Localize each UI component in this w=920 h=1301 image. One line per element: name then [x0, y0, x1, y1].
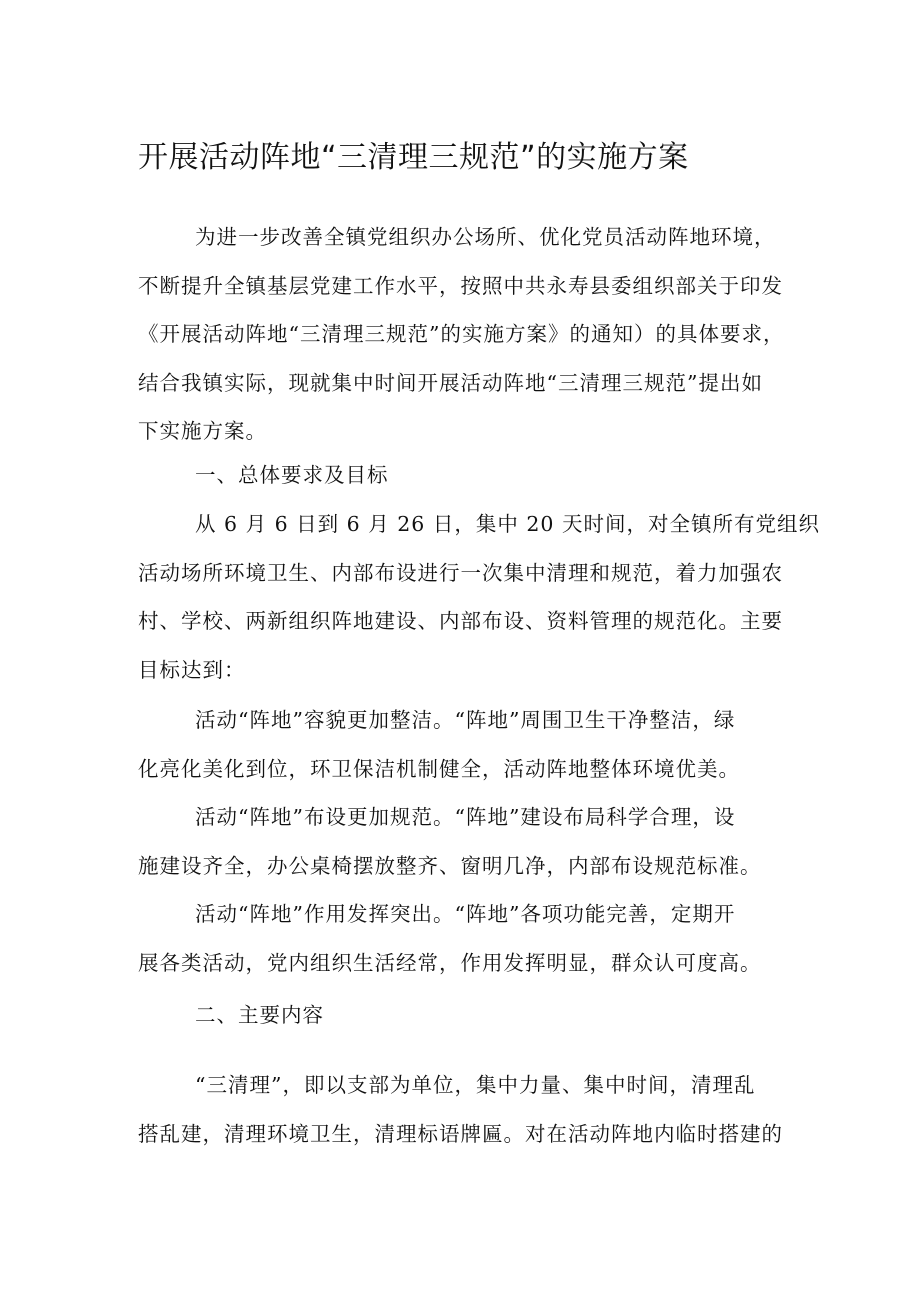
text-line: 活动“阵地”容貌更加整洁。“阵地”周围卫生干净整洁，绿: [195, 708, 736, 732]
section-heading-2: 二、主要内容: [195, 1003, 324, 1027]
text-line: 搭乱建，清理环境卫生，清理标语牌匾。对在活动阵地内临时搭建的: [138, 1121, 783, 1146]
text-line: 展各类活动，党内组织生活经常，作用发挥明显，群众认可度高。: [138, 950, 762, 975]
section1-paragraph-1: [138, 500, 820, 694]
text-line: 从 6 月 6 日到 6 月 26 日，集中 20 天时间，对全镇所有党组织: [195, 512, 820, 536]
text-line: “三清理”，即以支部为单位，集中力量、集中时间，清理乱: [195, 1073, 756, 1097]
text-line: 不断提升全镇基层党建工作水平，按照中共永寿县委组织部关于印发: [138, 273, 783, 298]
text-line: 施建设齐全，办公桌椅摆放整齐、窗明几净，内部布设规范标准。: [138, 853, 762, 878]
text-line: 下实施方案。: [138, 419, 267, 443]
section-heading-1: 一、总体要求及目标: [195, 463, 389, 487]
text-line: 《开展活动阵地“三清理三规范”的实施方案》的通知）的具体要求，: [138, 322, 785, 346]
section1-paragraph-4: [138, 890, 784, 987]
section2-paragraph-1: [138, 1061, 784, 1158]
text-line: 化亮化美化到位，环卫保洁机制健全，活动阵地整体环境优美。: [138, 756, 740, 781]
text-line: 村、学校、两新组织阵地建设、内部布设、资料管理的规范化。主要: [138, 609, 783, 633]
text-line: 为进一步改善全镇党组织办公场所、优化党员活动阵地环境，: [195, 225, 776, 249]
text-line: 结合我镇实际，现就集中时间开展活动阵地“三清理三规范”提出如: [138, 370, 763, 395]
section1-paragraph-3: [138, 793, 784, 890]
document-title: 开展活动阵地“三清理三规范”的实施方案: [138, 140, 689, 175]
text-line: 目标达到：: [138, 657, 246, 682]
intro-paragraph: [138, 213, 784, 456]
text-line: 活动场所环境卫生、内部布设进行一次集中清理和规范，着力加强农: [138, 560, 783, 585]
section1-paragraph-2: [138, 696, 784, 793]
text-line: 活动“阵地”作用发挥突出。“阵地”各项功能完善，定期开: [195, 902, 736, 926]
text-line: 活动“阵地”布设更加规范。“阵地”建设布局科学合理，设: [195, 805, 736, 829]
